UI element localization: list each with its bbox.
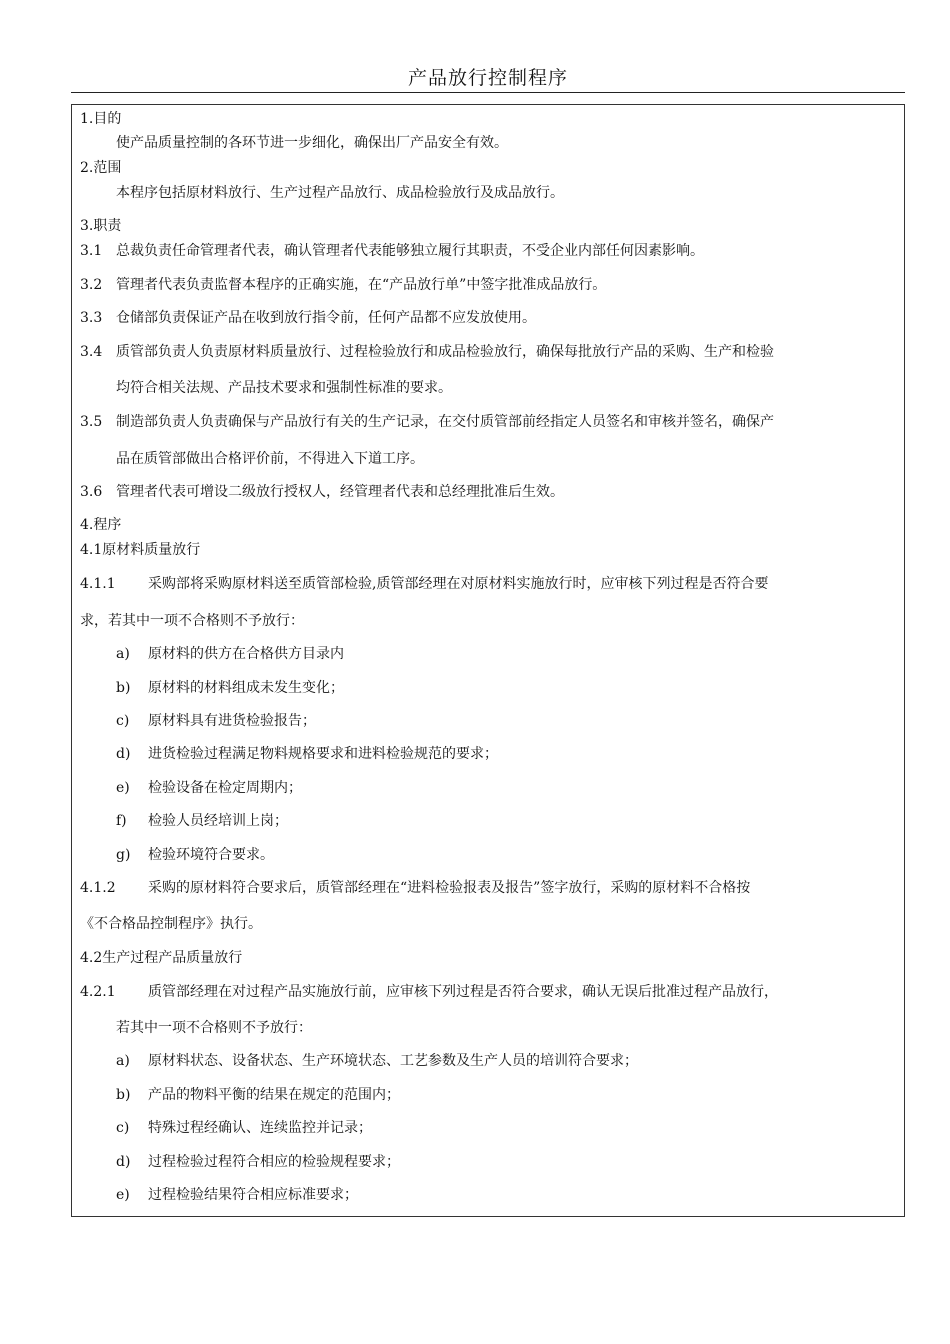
list-item: 检验设备在检定周期内； bbox=[148, 780, 302, 796]
clause-text: 质管部经理在对过程产品实施放行前，应审核下列过程是否符合要求，确认无误后批准过程产品放行， bbox=[148, 984, 778, 1000]
section-heading: 3.职责 bbox=[80, 218, 122, 234]
title-underline bbox=[71, 92, 905, 93]
list-item-letter: b) bbox=[116, 680, 131, 696]
section-heading: 1.目的 bbox=[80, 111, 122, 127]
clause-text: 总裁负责任命管理者代表，确认管理者代表能够独立履行其职责，不受企业内部任何因素影响。 bbox=[116, 243, 704, 259]
clause-text: 采购部将采购原材料送至质管部检验,质管部经理在对原材料实施放行时，应审核下列过程是否符合要 bbox=[148, 576, 769, 592]
clause-text-continued: 品在质管部做出合格评价前，不得进入下道工序。 bbox=[116, 451, 424, 467]
clause-number: 3.5 bbox=[80, 414, 103, 430]
list-item: 特殊过程经确认、连续监控并记录； bbox=[148, 1120, 372, 1136]
list-item-letter: c) bbox=[116, 713, 130, 729]
list-item-letter: d) bbox=[116, 1154, 131, 1170]
list-item: 原材料状态、设备状态、生产环境状态、工艺参数及生产人员的培训符合要求； bbox=[148, 1053, 638, 1069]
clause-number: 3.2 bbox=[80, 277, 103, 293]
list-item: 原材料的供方在合格供方目录内 bbox=[148, 646, 344, 662]
clause-text-continued: 求，若其中一项不合格则不予放行： bbox=[80, 613, 304, 629]
clause-text-continued: 若其中一项不合格则不予放行： bbox=[116, 1020, 312, 1036]
clause-text-continued: 《不合格品控制程序》执行。 bbox=[80, 916, 262, 932]
section-heading: 4.程序 bbox=[80, 517, 122, 533]
section-heading: 2.范围 bbox=[80, 160, 122, 176]
clause-number: 3.3 bbox=[80, 310, 103, 326]
clause-text: 仓储部负责保证产品在收到放行指令前，任何产品都不应发放使用。 bbox=[116, 310, 536, 326]
list-item: 过程检验过程符合相应的检验规程要求； bbox=[148, 1154, 400, 1170]
subsection-heading: 4.1原材料质量放行 bbox=[80, 542, 201, 558]
list-item: 进货检验过程满足物料规格要求和进料检验规范的要求； bbox=[148, 746, 498, 762]
clause-text: 采购的原材料符合要求后，质管部经理在“进料检验报表及报告”签字放行，采购的原材料不合格按 bbox=[148, 880, 751, 896]
list-item-letter: e) bbox=[116, 780, 130, 796]
paragraph: 本程序包括原材料放行、生产过程产品放行、成品检验放行及成品放行。 bbox=[116, 185, 564, 201]
paragraph: 使产品质量控制的各环节进一步细化，确保出厂产品安全有效。 bbox=[116, 135, 508, 151]
list-item: 原材料的材料组成未发生变化； bbox=[148, 680, 344, 696]
clause-number: 3.6 bbox=[80, 484, 103, 500]
clause-number: 3.4 bbox=[80, 344, 103, 360]
list-item: 过程检验结果符合相应标准要求； bbox=[148, 1187, 358, 1203]
clause-text: 管理者代表负责监督本程序的正确实施，在“产品放行单”中签字批准成品放行。 bbox=[116, 277, 607, 293]
clause-text: 质管部负责人负责原材料质量放行、过程检验放行和成品检验放行，确保每批放行产品的采购、生产和检验 bbox=[116, 344, 774, 360]
list-item-letter: a) bbox=[116, 1053, 130, 1069]
clause-text: 制造部负责人负责确保与产品放行有关的生产记录，在交付质管部前经指定人员签名和审核并签名，确保产 bbox=[116, 414, 774, 430]
list-item: 产品的物料平衡的结果在规定的范围内； bbox=[148, 1087, 400, 1103]
list-item-letter: e) bbox=[116, 1187, 130, 1203]
clause-text: 管理者代表可增设二级放行授权人，经管理者代表和总经理批准后生效。 bbox=[116, 484, 564, 500]
list-item-letter: d) bbox=[116, 746, 131, 762]
list-item-letter: f) bbox=[116, 813, 127, 829]
list-item-letter: a) bbox=[116, 646, 130, 662]
clause-number: 4.1.1 bbox=[80, 576, 116, 592]
clause-number: 4.1.2 bbox=[80, 880, 116, 896]
list-item-letter: c) bbox=[116, 1120, 130, 1136]
clause-text-continued: 均符合相关法规、产品技术要求和强制性标准的要求。 bbox=[116, 380, 452, 396]
clause-number: 3.1 bbox=[80, 243, 103, 259]
list-item: 检验环境符合要求。 bbox=[148, 847, 274, 863]
list-item: 原材料具有进货检验报告； bbox=[148, 713, 316, 729]
list-item-letter: b) bbox=[116, 1087, 131, 1103]
list-item-letter: g) bbox=[116, 847, 131, 863]
document-title: 产品放行控制程序 bbox=[407, 67, 568, 89]
list-item: 检验人员经培训上岗； bbox=[148, 813, 288, 829]
subsection-heading: 4.2生产过程产品质量放行 bbox=[80, 950, 243, 966]
clause-number: 4.2.1 bbox=[80, 984, 116, 1000]
